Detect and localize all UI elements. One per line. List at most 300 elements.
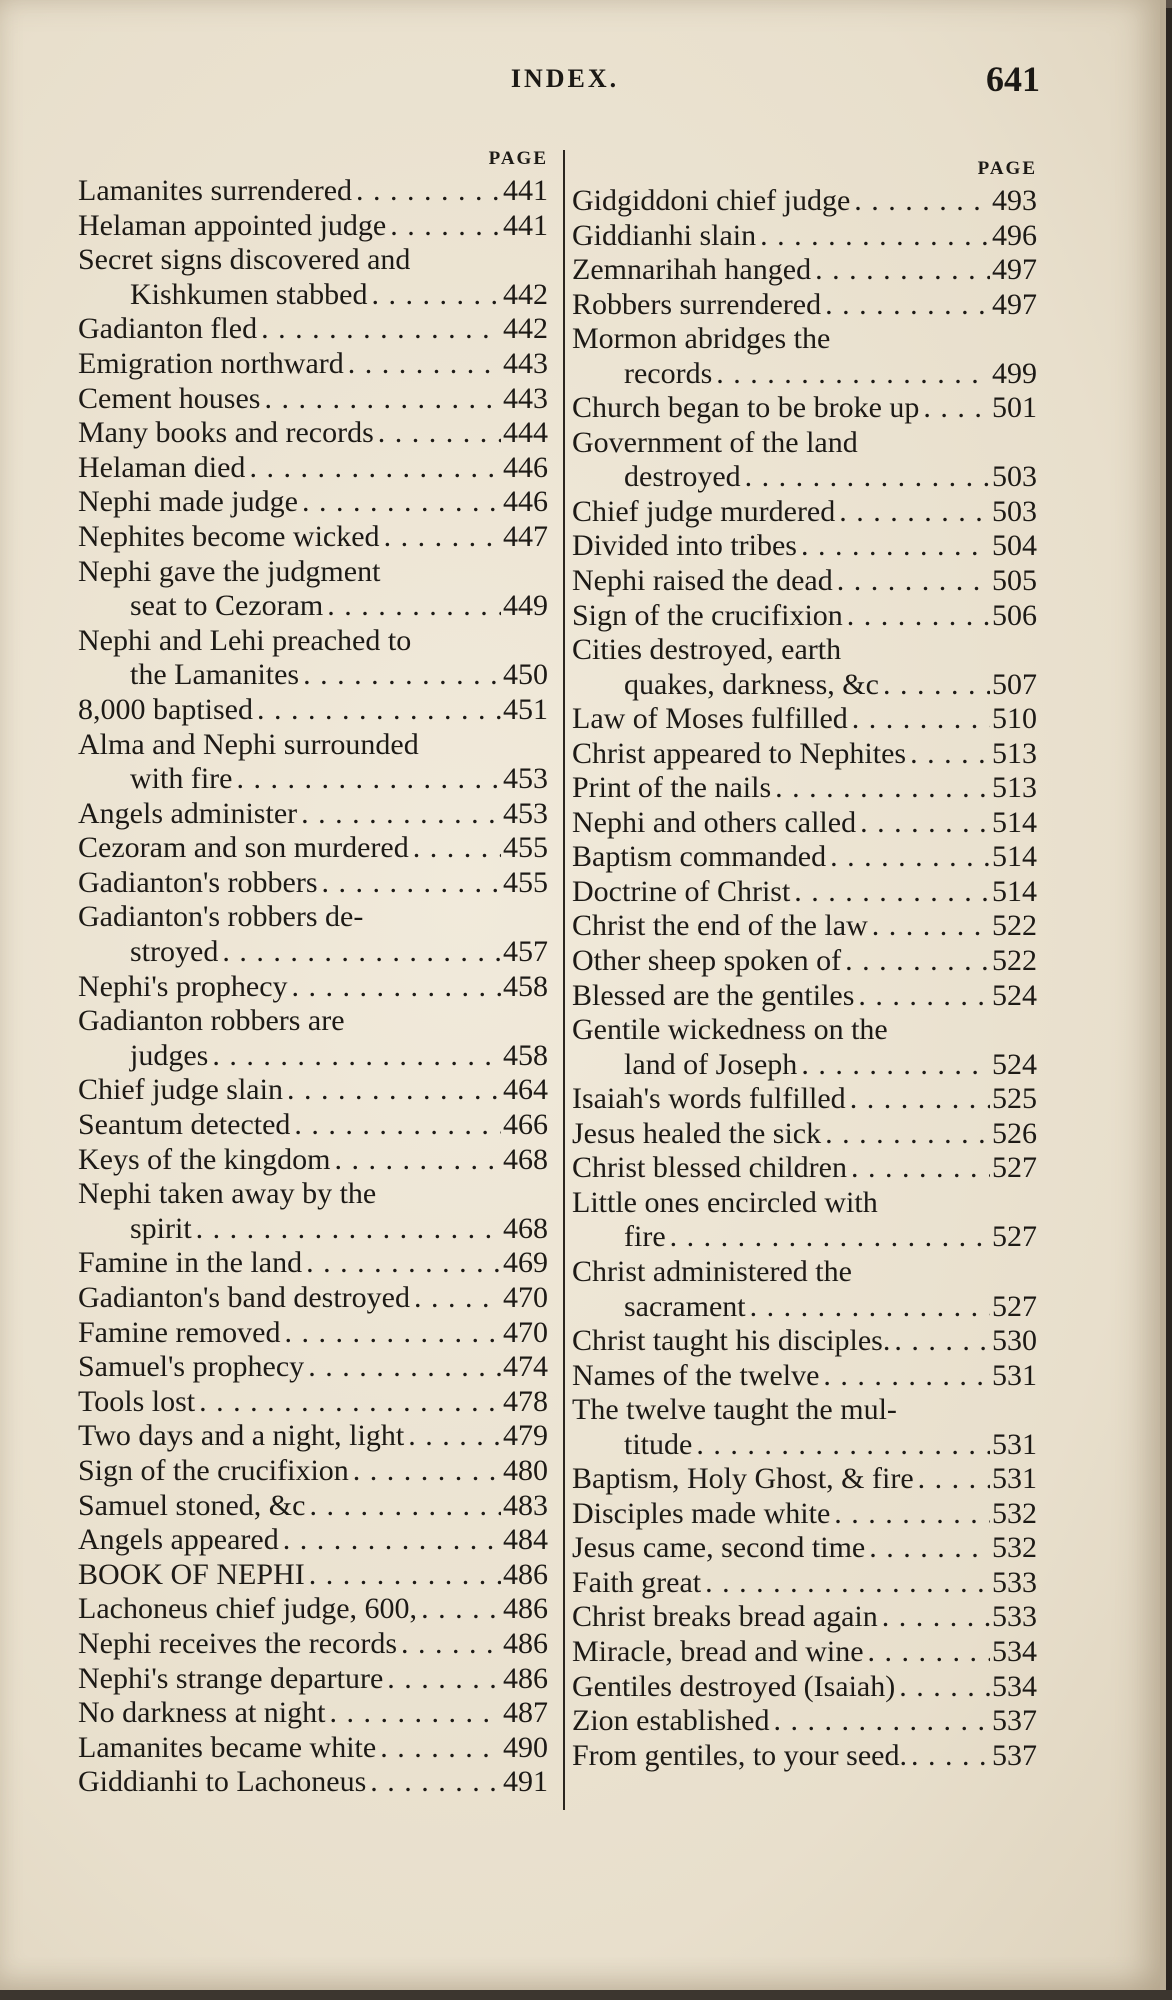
- index-entry: [78, 1246, 548, 1281]
- index-entry-page: 457: [503, 935, 548, 969]
- dot-leader: [819, 1359, 990, 1394]
- dot-leader: [847, 1151, 990, 1186]
- index-entry-text: Names of the twelve: [572, 1358, 820, 1392]
- index-entry: [78, 900, 548, 935]
- dot-leader: [410, 1281, 501, 1316]
- index-entry-text: seat to Cezoram: [130, 589, 324, 623]
- index-entry-page: 455: [503, 865, 548, 899]
- index-entry-page: 487: [503, 1696, 548, 1730]
- index-entry: [78, 1696, 548, 1731]
- dot-leader: [746, 1290, 990, 1325]
- index-entry-text: Sign of the crucifixion: [572, 598, 843, 632]
- index-entry-page: 514: [992, 840, 1037, 874]
- index-entry: [78, 1627, 548, 1662]
- index-entry: [78, 209, 548, 244]
- index-entry: [572, 806, 1037, 841]
- index-entry-text: Other sheep spoken of: [572, 944, 842, 978]
- index-entry: [572, 944, 1037, 979]
- dot-leader: [192, 1212, 501, 1247]
- index-entry-text: The twelve taught the mul-: [572, 1393, 897, 1427]
- dot-leader: [741, 460, 990, 495]
- index-entry-page: 507: [992, 667, 1037, 701]
- index-entry-text: land of Joseph: [624, 1047, 798, 1081]
- dot-leader: [304, 1350, 501, 1385]
- dot-leader: [843, 599, 990, 634]
- index-entry-text: Samuel stoned, &c: [78, 1488, 306, 1522]
- index-entry: [572, 253, 1037, 288]
- dot-leader: [195, 1385, 501, 1420]
- index-entry-page: 486: [503, 1626, 548, 1660]
- index-entry-text: Giddianhi to Lachoneus: [78, 1765, 367, 1799]
- index-entry-page: 441: [503, 174, 548, 207]
- index-entry: [572, 1013, 1037, 1048]
- index-entry-page: 505: [992, 564, 1037, 598]
- index-entry-page: 530: [992, 1324, 1037, 1358]
- index-entry: [78, 347, 548, 382]
- index-entry: [78, 624, 548, 659]
- index-entry-page: 443: [503, 346, 548, 380]
- index-entry-page: 486: [503, 1592, 548, 1626]
- dot-leader: [374, 416, 501, 451]
- index-entry: [572, 1048, 1037, 1083]
- index-entry: [572, 1531, 1037, 1566]
- dot-leader: [218, 935, 501, 970]
- index-entry: [572, 1393, 1037, 1428]
- index-entry-text: Nephites become wicked: [78, 519, 380, 553]
- index-entry-page: 510: [992, 702, 1037, 736]
- index-entry: [78, 520, 548, 555]
- index-entry-text: Gentiles destroyed (Isaiah): [572, 1669, 896, 1703]
- index-entry: [78, 1316, 548, 1351]
- index-entry: [572, 1082, 1037, 1117]
- dot-leader: [283, 1073, 501, 1108]
- index-entry-text: with fire: [130, 762, 233, 796]
- dot-leader: [330, 1143, 501, 1178]
- index-entry-page: 470: [503, 1281, 548, 1314]
- dot-leader: [383, 1662, 501, 1697]
- index-entry-text: Christ blessed children: [572, 1151, 847, 1185]
- index-entry: [572, 1600, 1037, 1635]
- index-entry-page: 446: [503, 485, 548, 519]
- index-entry-page: 468: [503, 1142, 548, 1176]
- index-entry-page: 532: [992, 1531, 1037, 1565]
- index-entry: [572, 426, 1037, 461]
- index-entry-page: 533: [992, 1600, 1037, 1634]
- index-entry-text: Chief judge murdered: [572, 494, 836, 528]
- index-entry: [78, 1731, 548, 1766]
- dot-leader: [692, 1428, 990, 1463]
- index-entry: [78, 831, 548, 866]
- index-entry: [572, 1220, 1037, 1255]
- index-entry-page: 493: [992, 184, 1037, 217]
- dot-leader: [864, 1635, 990, 1670]
- page-number: 641: [986, 59, 1040, 99]
- index-entry-text: Cezoram and son murdered: [78, 831, 409, 865]
- index-entry-page: 532: [992, 1496, 1037, 1530]
- dot-leader: [756, 219, 990, 254]
- index-entry: [78, 1212, 548, 1247]
- dot-leader: [299, 658, 501, 693]
- dot-leader: [848, 702, 990, 737]
- dot-leader: [701, 1566, 990, 1601]
- index-entry-text: Secret signs discovered and: [78, 243, 411, 277]
- index-entry-text: Print of the nails: [572, 771, 772, 805]
- index-entry-text: Miracle, bread and wine: [572, 1634, 864, 1668]
- dot-leader: [279, 1523, 501, 1558]
- index-entry: [572, 564, 1037, 599]
- index-entry-page: 491: [503, 1765, 548, 1799]
- index-entry: [572, 909, 1037, 944]
- index-entry-page: 442: [503, 312, 548, 346]
- index-entry-text: Robbers surrendered: [572, 287, 822, 321]
- index-entry-page: 522: [992, 909, 1037, 943]
- index-entry-text: Nephi and others called: [572, 805, 857, 839]
- index-entry: [572, 875, 1037, 910]
- dot-leader: [208, 1039, 501, 1074]
- index-entry-text: Tools lost: [78, 1384, 196, 1418]
- index-entry: [78, 243, 548, 278]
- dot-leader: [318, 866, 501, 901]
- dot-leader: [352, 174, 501, 209]
- index-entry-text: Christ breaks bread again: [572, 1600, 878, 1634]
- dot-leader: [835, 495, 990, 530]
- index-entry: [78, 1454, 548, 1489]
- index-entry-page: 499: [992, 356, 1037, 390]
- index-entry: [78, 935, 548, 970]
- index-entry-page: 524: [992, 978, 1037, 1012]
- dot-leader: [919, 391, 990, 426]
- index-entry-text: Little ones encircled with: [572, 1185, 878, 1219]
- index-entry-page: 486: [503, 1557, 548, 1591]
- dot-leader: [245, 451, 501, 486]
- index-entry-text: spirit: [130, 1211, 192, 1245]
- dot-leader: [323, 589, 501, 624]
- dot-leader: [386, 209, 501, 244]
- index-entry-page: 479: [503, 1419, 548, 1453]
- index-entry: [78, 762, 548, 797]
- index-entry-text: Gadianton fled: [78, 312, 258, 346]
- index-entry-text: records: [624, 356, 713, 390]
- index-entry-page: 480: [503, 1453, 548, 1487]
- right-entry-list: [572, 184, 1037, 1773]
- index-entry-page: 513: [992, 736, 1037, 770]
- index-entry-text: Doctrine of Christ: [572, 874, 791, 908]
- index-entry: [78, 1662, 548, 1697]
- index-entry-page: 522: [992, 944, 1037, 978]
- dot-leader: [821, 1117, 990, 1152]
- index-entry-page: 446: [503, 450, 548, 484]
- index-entry-text: Kishkumen stabbed: [130, 277, 368, 311]
- index-entry-text: Isaiah's words fulfilled: [572, 1082, 846, 1116]
- index-entry: [572, 1151, 1037, 1186]
- dot-leader: [253, 693, 501, 728]
- index-entry-text: Lachoneus chief judge, 600,: [78, 1592, 418, 1626]
- index-entry-text: Famine removed: [78, 1315, 281, 1349]
- dot-leader: [366, 1765, 501, 1800]
- index-entry-page: 490: [503, 1730, 548, 1764]
- index-entry: [78, 555, 548, 590]
- dot-leader: [811, 253, 990, 288]
- dot-leader: [879, 668, 990, 703]
- index-entry-text: Baptism commanded: [572, 840, 827, 874]
- index-entry-text: Nephi taken away by the: [78, 1177, 377, 1211]
- dot-leader: [790, 875, 990, 910]
- index-entry-page: 534: [992, 1634, 1037, 1668]
- index-entry-page: 484: [503, 1523, 548, 1557]
- dot-leader: [397, 1627, 501, 1662]
- index-entry-page: 455: [503, 831, 548, 865]
- index-entry-text: Gentile wickedness on the: [572, 1013, 888, 1047]
- index-entry-page: 483: [503, 1488, 548, 1522]
- column-heading: PAGE: [488, 148, 548, 169]
- index-entry: [572, 668, 1037, 703]
- index-entry: [78, 416, 548, 451]
- index-entry-page: 537: [992, 1704, 1037, 1738]
- index-entry-page: 444: [503, 416, 548, 450]
- index-entry-text: Emigration northward: [78, 346, 344, 380]
- index-entry-text: Disciples made white: [572, 1496, 831, 1530]
- dot-leader: [769, 1704, 990, 1739]
- index-entry-text: fire: [624, 1220, 666, 1254]
- left-entry-list: [78, 174, 548, 1800]
- page-header-title: INDEX.: [510, 64, 620, 93]
- index-entry-text: titude: [624, 1427, 693, 1461]
- index-entry-page: 503: [992, 460, 1037, 494]
- index-entry-page: 526: [992, 1116, 1037, 1150]
- index-entry-page: 468: [503, 1211, 548, 1245]
- index-entry-page: 514: [992, 874, 1037, 908]
- index-entry-text: Samuel's prophecy: [78, 1350, 305, 1384]
- index-entry-text: Nephi gave the judgment: [78, 554, 381, 588]
- index-entry: [572, 1428, 1037, 1463]
- index-entry-page: 464: [503, 1073, 548, 1107]
- index-entry-text: No darkness at night: [78, 1696, 326, 1730]
- index-entry: [78, 1039, 548, 1074]
- index-entry-text: Helaman died: [78, 450, 246, 484]
- index-entry-text: Many books and records: [78, 416, 374, 450]
- index-entry-page: 442: [503, 277, 548, 311]
- index-entry-text: BOOK OF NEPHI: [78, 1557, 305, 1591]
- page-bottom-edge: [0, 1990, 1172, 2000]
- dot-leader: [826, 840, 990, 875]
- index-entry-text: Giddianhi slain: [572, 218, 757, 252]
- index-entry-text: Gidgiddoni chief judge: [572, 184, 851, 217]
- index-entry-page: 537: [992, 1738, 1037, 1772]
- index-entry-page: 531: [992, 1462, 1037, 1496]
- index-entry-text: judges: [130, 1038, 209, 1072]
- dot-leader: [914, 1462, 990, 1497]
- dot-leader: [712, 357, 990, 392]
- dot-leader: [349, 1454, 501, 1489]
- index-entry: [78, 970, 548, 1005]
- index-entry-text: Nephi's strange departure: [78, 1661, 384, 1695]
- index-entry-text: From gentiles, to your seed.: [572, 1738, 907, 1772]
- index-entry: [572, 599, 1037, 634]
- index-entry: [78, 728, 548, 763]
- index-entry-text: Angels appeared: [78, 1523, 279, 1557]
- index-entry-page: 466: [503, 1108, 548, 1142]
- index-entry-page: 486: [503, 1661, 548, 1695]
- index-entry: [78, 1419, 548, 1454]
- index-entry-text: Jesus came, second time: [572, 1531, 866, 1565]
- dot-leader: [850, 184, 990, 219]
- dot-leader: [380, 520, 501, 555]
- dot-leader: [297, 797, 501, 832]
- dot-leader: [305, 1558, 501, 1593]
- index-entry: [572, 529, 1037, 564]
- index-entry-page: 469: [503, 1246, 548, 1280]
- index-entry: [78, 1143, 548, 1178]
- dot-leader: [865, 1531, 990, 1566]
- index-entry-text: Gadianton's band destroyed: [78, 1281, 410, 1314]
- index-entry: [572, 1497, 1037, 1532]
- index-entry-text: Angels administer: [78, 796, 298, 830]
- index-entry-page: 503: [992, 494, 1037, 528]
- index-entry-page: 525: [992, 1082, 1037, 1116]
- index-entry-text: Alma and Nephi surrounded: [78, 727, 419, 761]
- index-entry-page: 513: [992, 771, 1037, 805]
- index-entry-text: Christ administered the: [572, 1254, 852, 1288]
- index-entry-text: Gadianton's robbers de-: [78, 900, 364, 934]
- index-entry-text: stroyed: [130, 935, 219, 969]
- index-entry: [572, 357, 1037, 392]
- dot-leader: [666, 1220, 990, 1255]
- index-entry-text: Keys of the kingdom: [78, 1142, 331, 1176]
- index-entry-page: 478: [503, 1384, 548, 1418]
- dot-leader: [260, 382, 501, 417]
- index-entry-page: 447: [503, 519, 548, 553]
- dot-leader: [821, 288, 990, 323]
- index-entry: [572, 1359, 1037, 1394]
- index-entry-text: Law of Moses fulfilled: [572, 702, 848, 736]
- index-entry-page: 527: [992, 1220, 1037, 1254]
- index-entry: [78, 1350, 548, 1385]
- index-entry: [572, 771, 1037, 806]
- index-entry: [572, 322, 1037, 357]
- index-entry: [572, 1670, 1037, 1705]
- index-entry: [78, 174, 548, 209]
- dot-leader: [367, 278, 501, 313]
- index-entry-text: Two days and a night, light: [78, 1419, 405, 1453]
- index-entry-text: Seantum detected: [78, 1108, 291, 1142]
- index-entry: [572, 1566, 1037, 1601]
- index-entry-page: 531: [992, 1358, 1037, 1392]
- dot-leader: [797, 1048, 990, 1083]
- dot-leader: [417, 1592, 501, 1627]
- index-entry: [572, 495, 1037, 530]
- dot-leader: [907, 1739, 990, 1774]
- index-entry-page: 450: [503, 658, 548, 692]
- index-entry-page: 496: [992, 218, 1037, 252]
- index-entry: [572, 1290, 1037, 1325]
- dot-leader: [404, 1419, 501, 1454]
- dot-leader: [868, 909, 990, 944]
- index-entry: [572, 633, 1037, 668]
- index-entry: [78, 1177, 548, 1212]
- index-entry-text: Nephi and Lehi preached to: [78, 623, 412, 657]
- dot-leader: [895, 1670, 990, 1705]
- dot-leader: [257, 312, 501, 347]
- index-entry: [572, 1739, 1037, 1774]
- index-entry: [572, 219, 1037, 254]
- dot-leader: [280, 1316, 501, 1351]
- index-entry: [572, 1635, 1037, 1670]
- index-entry-text: Nephi's prophecy: [78, 969, 288, 1003]
- index-entry-page: 531: [992, 1427, 1037, 1461]
- index-entry: [78, 1108, 548, 1143]
- dot-leader: [409, 831, 501, 866]
- index-entry-page: 533: [992, 1565, 1037, 1599]
- index-entry: [78, 1489, 548, 1524]
- index-entry: [78, 485, 548, 520]
- index-entry-page: 514: [992, 805, 1037, 839]
- index-entry-text: Lamanites surrendered: [78, 174, 353, 207]
- index-entry-page: 453: [503, 796, 548, 830]
- index-entry: [78, 1592, 548, 1627]
- index-entry-text: Faith great: [572, 1565, 702, 1599]
- dot-leader: [906, 737, 990, 772]
- index-entry-text: Government of the land: [572, 425, 858, 459]
- dot-leader: [833, 564, 990, 599]
- index-entry-text: Cities destroyed, earth: [572, 633, 842, 667]
- index-entry-text: Zion established: [572, 1704, 770, 1738]
- dot-leader: [846, 1082, 990, 1117]
- index-entry-page: 524: [992, 1047, 1037, 1081]
- index-entry: [572, 1117, 1037, 1152]
- dot-leader: [325, 1696, 501, 1731]
- index-entry: [78, 451, 548, 486]
- right-index-column: [572, 154, 1037, 1773]
- index-entry-text: Blessed are the gentiles: [572, 978, 855, 1012]
- index-entry-text: Gadianton robbers are: [78, 1004, 345, 1038]
- index-entry-text: Famine in the land: [78, 1246, 303, 1280]
- dot-leader: [302, 1246, 501, 1281]
- index-entry: [572, 1462, 1037, 1497]
- index-entry: [78, 1385, 548, 1420]
- index-entry-text: Church began to be broke up: [572, 391, 920, 425]
- index-entry-text: Sign of the crucifixion: [78, 1453, 349, 1487]
- index-entry-text: Chief judge slain: [78, 1073, 283, 1107]
- index-entry-text: Christ taught his disciples.: [572, 1324, 891, 1358]
- dot-leader: [298, 485, 501, 520]
- index-entry-text: Baptism, Holy Ghost, & fire: [572, 1462, 914, 1496]
- index-entry-page: 470: [503, 1315, 548, 1349]
- index-entry-text: sacrament: [624, 1289, 746, 1323]
- index-entry-text: quakes, darkness, &c: [624, 667, 879, 701]
- index-entry: [78, 278, 548, 313]
- index-entry: [78, 658, 548, 693]
- index-entry: [78, 1281, 548, 1316]
- index-entry-text: Nephi raised the dead: [572, 564, 833, 598]
- index-entry: [78, 1073, 548, 1108]
- index-entry-page: 458: [503, 969, 548, 1003]
- index-entry-text: Zemnarihah hanged: [572, 253, 812, 287]
- column-divider: [563, 150, 565, 1810]
- index-entry: [78, 866, 548, 901]
- index-entry-text: Nephi receives the records: [78, 1626, 398, 1660]
- index-entry: [78, 382, 548, 417]
- dot-leader: [841, 944, 990, 979]
- dot-leader: [344, 347, 501, 382]
- index-entry: [572, 1186, 1037, 1221]
- index-entry: [78, 1558, 548, 1593]
- dot-leader: [856, 806, 990, 841]
- index-entry-text: Cement houses: [78, 381, 261, 415]
- index-entry-text: Christ the end of the law: [572, 909, 868, 943]
- index-entry-text: Mormon abridges the: [572, 322, 831, 356]
- dot-leader: [376, 1731, 501, 1766]
- dot-leader: [890, 1324, 990, 1359]
